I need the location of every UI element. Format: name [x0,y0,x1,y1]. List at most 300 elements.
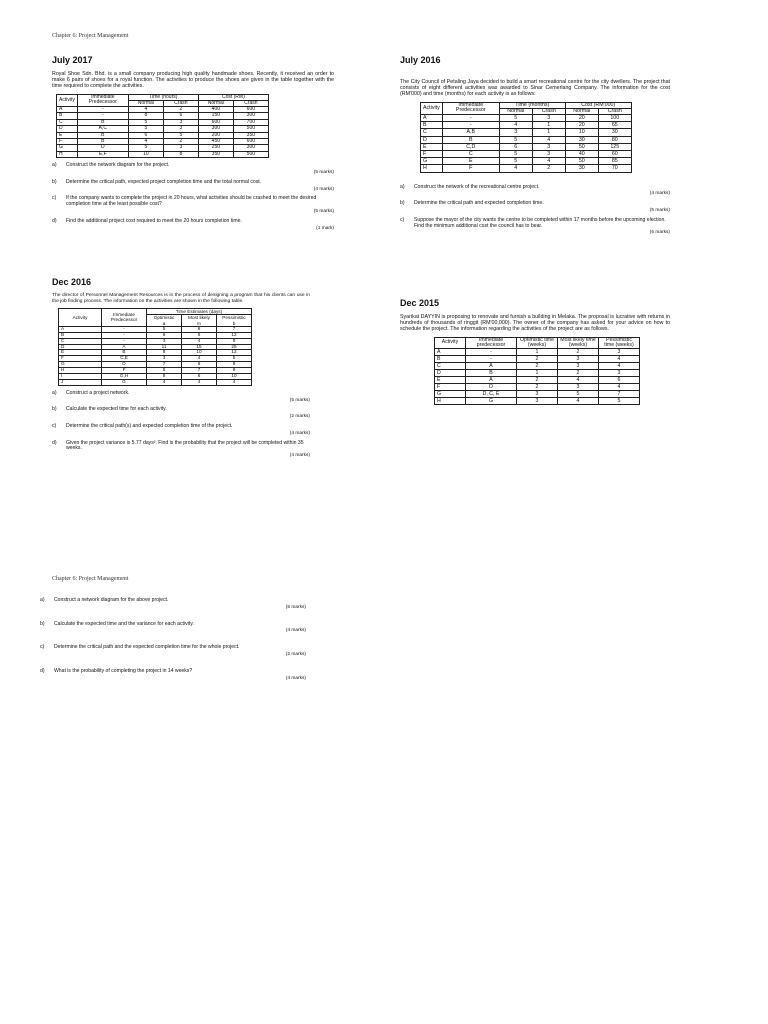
question-text: Determine the critical path and the expected completion time for the whole project. [54,644,240,651]
table-cell: 7 [599,391,640,398]
table-cell: A,B [442,129,499,136]
table-cell: 50 [565,158,598,165]
table-cell: 30 [565,165,598,172]
table-cell: 4 [182,356,217,362]
col-activity: Activity [421,102,443,114]
table-cell: B [77,139,128,145]
col-cost-normal: Normal [198,100,233,106]
question-text: Construct the network of the recreational centre project. [414,183,540,190]
table-cell: 8 [217,338,252,344]
table-cell: 4 [532,136,565,143]
table-cell: H [421,165,443,172]
table-cell: 9 [217,362,252,368]
table-cell: C [435,363,466,370]
table-cell: 12 [217,332,252,338]
activity-table [56,94,269,159]
table-cell: 5 [128,126,163,132]
col-cost-normal: Normal [565,108,598,114]
table-cell: 20 [565,115,598,122]
table-cell: F [442,165,499,172]
col-optimistic [147,315,182,326]
question-marks: (4 marks) [649,191,670,197]
question-marks: (5 marks) [649,208,670,214]
table-cell: - [102,338,147,344]
question-label: c) [40,644,45,651]
question-item [40,622,306,635]
table-cell: 1 [532,122,565,129]
question-label: a) [400,183,405,190]
table-row [435,377,640,384]
table-cell: 2 [558,370,599,377]
table-cell: C [59,338,102,344]
table-cell: 7 [217,326,252,332]
question-item [52,407,310,420]
table-cell: 8 [147,350,182,356]
table-cell: 3 [517,398,558,405]
question-label: a) [52,389,57,396]
col-predecessor: Immediate Predecessor [442,102,499,114]
table-cell: 4 [558,377,599,384]
table-cell: 350 [198,151,233,157]
question-text: If the company wants to complete the project in 20 hours, what activities should be crashed to meet the desired completion time at the least possible cost? [66,195,317,208]
question-marks: (5 marks) [289,397,310,403]
table-cell: 10 [182,350,217,356]
table-row [435,349,640,356]
table-row [421,165,632,172]
question-item [52,163,334,176]
label: Most likely [188,315,210,321]
table-cell: 5 [147,368,182,374]
section-intro: Syarikat DAYYIN is proposing to renovate and furnish a building in Melaka. The proposal is lucrative with returns in hundreds of thousands of ringgit (RM'00,000). The owner of the company has asked for your advice on how to schedule the project. The information regarding the activities of the project are as follows. [400,314,670,333]
question-text: Calculate the expected time for each activity. [66,406,167,413]
table-cell: 12 [217,350,252,356]
table-cell: 9 [217,368,252,374]
table-cell: F [59,356,102,362]
table-cell: - [102,326,147,332]
table-cell: 11 [147,344,182,350]
table-cell: D, C, E [466,391,517,398]
question-item [400,185,670,198]
question-item [52,391,310,404]
table-cell: 3 [599,370,640,377]
table-cell: 6 [182,326,217,332]
table-row [421,115,632,122]
table-cell: 5 [558,391,599,398]
table-cell: 3 [532,151,565,158]
table-cell: 4 [182,379,217,385]
table-cell: 5 [163,132,198,138]
section-dec-2016 [52,277,310,463]
table-cell: 1 [517,349,558,356]
table-row [421,143,632,150]
table-cell: F [435,384,466,391]
table-cell: 1 [532,129,565,136]
section-intro: The director of Personnel Management Resources is in the process of designing a program that his clients can use in the job finding process. The information on the activities are shown in the following table. [52,293,310,304]
table-cell: - [442,122,499,129]
table-cell: 300 [198,126,233,132]
table-cell: 25 [217,344,252,350]
table-cell: 125 [598,143,631,150]
table-cell: 8 [147,374,182,380]
question-label: c) [400,216,405,223]
table-cell: 700 [233,119,268,125]
table-cell: 600 [233,139,268,145]
col-time-normal: Normal [128,100,163,106]
table-cell: 4 [128,139,163,145]
table-cell: 6 [182,332,217,338]
table-cell: 2 [517,356,558,363]
table-cell: 30 [598,129,631,136]
question-text: Determine the critical path and expected completion time. [414,200,544,207]
question-marks: (2 marks) [289,414,310,420]
table-cell: - [466,349,517,356]
question-marks: (4 marks) [289,430,310,436]
table-cell: 8 [128,113,163,119]
question-item [52,180,334,193]
table-cell: 3 [517,391,558,398]
table-cell: 2 [517,377,558,384]
table-cell: 5 [128,119,163,125]
table-cell: 3 [532,143,565,150]
col-most-likely [182,315,217,326]
table-cell: 3 [163,119,198,125]
table-cell: 500 [233,126,268,132]
table-cell: B [57,113,78,119]
question-label: a) [40,597,45,603]
table-cell: 10 [565,129,598,136]
table-cell: 6 [182,362,217,368]
section-title: Dec 2015 [400,298,440,308]
table-cell: 6 [499,143,532,150]
table-cell: J [59,379,102,385]
table-cell: 5 [147,326,182,332]
table-cell: 60 [598,151,631,158]
table-row [57,151,269,157]
section-title: Dec 2016 [52,277,92,287]
question-label: c) [52,423,57,430]
table-cell: B [102,350,147,356]
table-cell: 6 [128,132,163,138]
table-cell: 3 [558,384,599,391]
table-cell: 4 [599,384,640,391]
symbol: m [197,320,201,326]
table-cell: 5 [217,356,252,362]
table-cell: D [57,126,78,132]
table-cell: 600 [198,119,233,125]
col-cost-crash: Crash [598,108,631,114]
table-cell: I [59,374,102,380]
question-marks: (5 marks) [313,170,334,176]
table-cell: 6 [163,113,198,119]
table-cell: - [77,107,128,113]
question-text: What is the probability of completing the project in 14 weeks? [54,667,193,674]
question-label: c) [52,195,57,202]
label: Pessimistic [222,315,246,321]
table-cell: 4 [217,379,252,385]
table-cell: G [435,391,466,398]
table-cell: C,E [102,356,147,362]
question-marks: (5 marks) [313,209,334,215]
table-cell: 2 [517,384,558,391]
col-time-crash: Crash [163,100,198,106]
table-cell: E [59,350,102,356]
section-july-2017 [52,55,334,235]
table-cell: 10 [217,374,252,380]
table-cell: B [466,370,517,377]
section-intro: Royal Shoe Sdn. Bhd. is a small company producing high quality handmade shoes. Recently, it received an order to make 6 pairs of shoes for a royal function. The activities to produce the shoes are given in the table together with the time required to complete the activities. [52,71,334,90]
table-cell: 50 [565,143,598,150]
col-activity: Activity [57,94,78,106]
table-cell: 4 [182,338,217,344]
question-item [400,201,670,214]
table-cell: 600 [233,107,268,113]
table-cell: 150 [198,113,233,119]
question-text: Given the project variance is 5.77 days². Find is the probability that the project will be completed within 35 weeks. [66,439,304,452]
table-cell: E [421,143,443,150]
chapter-header: Chapter 6: Project Management [52,33,129,39]
table-cell: G,H [102,374,147,380]
table-cell: 20 [565,122,598,129]
col-cost: Cost (RM'000) [565,102,631,108]
table-cell: 1 [517,370,558,377]
table-cell: D [421,136,443,143]
question-label: d) [52,439,57,446]
table-row [421,136,632,143]
table-cell: 4 [532,158,565,165]
table-cell: 3 [558,363,599,370]
label: Optimistic [153,315,175,321]
table-cell: 6 [599,377,640,384]
table-cell: - [77,113,128,119]
question-text: Construct a project network. [66,389,130,396]
activity-table [420,102,632,173]
table-cell: D [466,384,517,391]
table-row [435,398,640,405]
table-cell: 4 [499,122,532,129]
question-label: d) [52,217,57,224]
table-cell: 6 [182,374,217,380]
question-text: Construct a network diagram for the above project. [54,597,169,603]
table-cell: 4 [128,107,163,113]
table-cell: 350 [233,132,268,138]
table-cell: A [102,344,147,350]
col-cost-crash: Crash [233,100,268,106]
table-cell: 70 [598,165,631,172]
table-cell: G [466,398,517,405]
activity-table [434,337,640,405]
table-cell: 400 [198,107,233,113]
table-cell: 3 [147,338,182,344]
table-cell: F [57,139,78,145]
table-cell: E [57,132,78,138]
question-item [52,196,334,214]
table-cell: 250 [198,145,233,151]
table-cell: 4 [147,379,182,385]
question-label: b) [52,406,57,413]
section-intro: The City Council of Petaling Jaya decided to build a smart recreational centre for the city dwellers. The project that consists of eight different activities was awarded to Sinar Cemerlang Company. The information for the cost (RM'000) and time (months) for each activity is as follows: [400,79,670,98]
question-text: Calculate the expected time and the variance for each activity. [54,620,194,627]
table-row [421,158,632,165]
table-cell: 8 [163,151,198,157]
symbol: b [232,320,236,326]
col-activity: Activity [59,309,102,327]
table-row [421,129,632,136]
table-cell: 4 [558,398,599,405]
table-cell: E [435,377,466,384]
table-cell: B [77,132,128,138]
table-cell: A,C [77,126,128,132]
table-cell: - [102,332,147,338]
table-cell: B [421,122,443,129]
col-predecessor: Immediate Predecessor [77,94,128,106]
table-cell: 3 [558,356,599,363]
table-cell: 30 [565,136,598,143]
section-dec-2015 [400,298,670,410]
question-label: b) [40,620,45,627]
table-cell: 2 [163,139,198,145]
table-cell: A [435,349,466,356]
table-cell: 5 [499,158,532,165]
question-marks: (6 marks) [649,230,670,236]
table-cell: B [77,119,128,125]
activity-table [58,308,252,386]
table-cell: 5 [599,398,640,405]
col-activity: Activity [435,337,466,348]
table-cell: 7 [147,362,182,368]
table-cell: 5 [499,115,532,122]
question-item [52,441,310,459]
table-cell: 3 [499,129,532,136]
section-july-2016 [400,55,670,240]
table-row [59,379,252,385]
table-cell: 4 [499,165,532,172]
table-cell: 100 [598,115,631,122]
col-time: Time (months) [499,102,565,108]
table-cell: 6 [147,332,182,338]
table-cell: B [59,332,102,338]
table-cell: 3 [532,115,565,122]
table-row [435,384,640,391]
question-text: Find the additional project cost required to meet the 20 hours completion time. [66,217,242,224]
table-cell: 200 [198,132,233,138]
col-predecessor: Immediate Predecessor [102,309,147,327]
col-most-likely: Most likely time (weeks) [558,337,599,348]
question-marks: (4 marks) [285,628,306,634]
question-text: Suppose the mayor of the city wants the centre to be completed within 17 months before the upcoming election. Find the minimum additional cost the council has to bear. [414,216,666,229]
table-cell: D [59,344,102,350]
table-cell: 2 [517,363,558,370]
question-item [52,219,334,232]
table-cell: G [59,362,102,368]
table-cell: F [421,151,443,158]
table-cell: 5 [499,136,532,143]
table-cell: H [59,368,102,374]
table-cell: - [466,356,517,363]
table-cell: D [435,370,466,377]
table-cell: A [57,107,78,113]
table-row [435,391,640,398]
table-cell: G [57,145,78,151]
table-cell: 85 [598,158,631,165]
table-cell: 3 [599,349,640,356]
question-marks: (4 marks) [289,453,310,459]
question-marks: (5 marks) [285,604,306,610]
table-cell: C,D [442,143,499,150]
col-predecessor: Immediate predecessor [466,337,517,348]
table-cell: 2 [558,349,599,356]
table-cell: 5 [499,151,532,158]
table-cell: H [57,151,78,157]
question-item [40,598,306,611]
table-cell: 300 [233,145,268,151]
table-cell: E [442,158,499,165]
table-cell: C [57,119,78,125]
question-label: a) [52,162,57,169]
table-cell: G [102,379,147,385]
question-item [400,218,670,236]
table-cell: 3 [147,356,182,362]
table-cell: 5 [128,145,163,151]
table-cell: 450 [198,139,233,145]
question-text: Determine the critical path, expected project completion time and the total normal cost. [66,178,262,185]
question-text: Construct the network diagram for the project. [66,162,170,169]
table-cell: 500 [233,151,268,157]
table-cell: B [442,136,499,143]
question-marks: (4 marks) [313,186,334,192]
question-item [40,669,306,682]
table-cell: 4 [599,356,640,363]
table-row [435,356,640,363]
section-title: July 2017 [52,55,93,65]
table-row [435,370,640,377]
question-item [52,424,310,437]
table-cell: C [421,129,443,136]
table-cell: D [77,145,128,151]
table-cell: H [435,398,466,405]
table-cell: 4 [599,363,640,370]
table-cell: 2 [532,165,565,172]
section-dec-2015-questions [40,598,306,692]
table-cell: 15 [182,344,217,350]
col-cost: Cost (RM) [198,94,268,100]
table-cell: C [442,151,499,158]
table-cell: 7 [182,368,217,374]
col-time: Time (hours) [128,94,198,100]
table-cell: - [442,115,499,122]
table-cell: B [435,356,466,363]
col-pessimistic: Pessimistic time (weeks) [599,337,640,348]
table-cell: 2 [163,107,198,113]
question-item [40,645,306,658]
table-cell: E,F [77,151,128,157]
table-cell: 3 [163,145,198,151]
table-cell: A [421,115,443,122]
question-marks: (1 mark) [316,225,334,231]
table-cell: 3 [163,126,198,132]
question-marks: (2 marks) [285,651,306,657]
question-label: b) [400,200,405,207]
section-title: July 2016 [400,55,441,65]
table-row [421,151,632,158]
question-label: b) [52,178,57,185]
table-cell: A [466,363,517,370]
table-cell: 80 [598,136,631,143]
col-pessimistic [217,315,252,326]
table-cell: A [466,377,517,384]
col-time-normal: Normal [499,108,532,114]
question-marks: (4 marks) [285,675,306,681]
col-time-crash: Crash [532,108,565,114]
